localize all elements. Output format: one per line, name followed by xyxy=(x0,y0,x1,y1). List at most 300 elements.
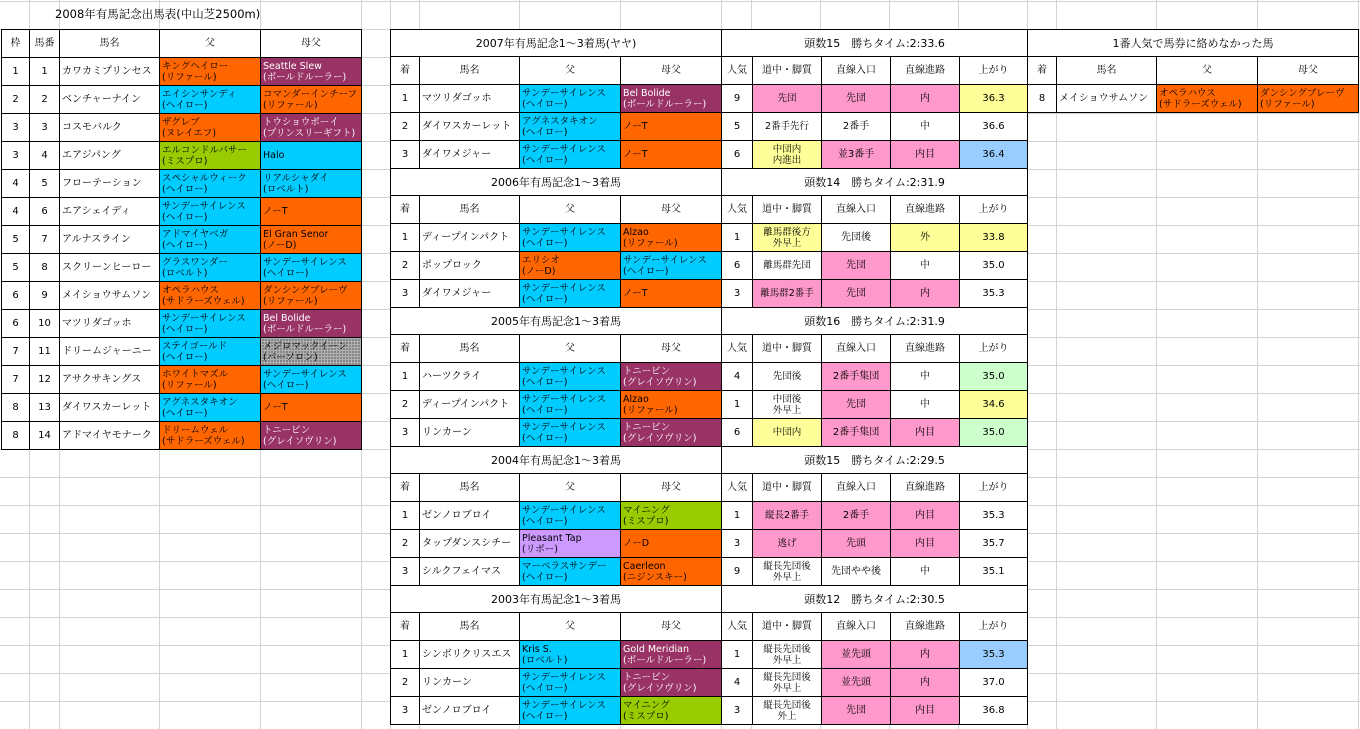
cell-pos[interactable]: 2 xyxy=(391,113,420,141)
results-row xyxy=(391,141,1028,169)
header-pop[interactable]: 人気 xyxy=(722,613,753,641)
cell-waku[interactable]: 8 xyxy=(2,394,30,422)
cell-running-style[interactable] xyxy=(753,391,822,419)
cell-sire[interactable] xyxy=(520,697,621,725)
cell-dam-sire[interactable] xyxy=(261,338,362,366)
cell-waku[interactable]: 6 xyxy=(2,310,30,338)
cell-line: (ヘイロー) xyxy=(162,323,208,335)
header-waku[interactable]: 枠 xyxy=(2,30,30,58)
cell-horse-name[interactable]: スクリーンヒーロー xyxy=(60,254,160,282)
cell-sire[interactable] xyxy=(160,282,261,310)
header-name[interactable]: 馬名 xyxy=(60,30,160,58)
header-pos[interactable]: 着 xyxy=(391,196,420,224)
cell-num[interactable]: 2 xyxy=(30,86,60,114)
cell-waku[interactable]: 6 xyxy=(2,282,30,310)
cell-waku[interactable]: 5 xyxy=(2,254,30,282)
cell-last-3f[interactable]: 35.0 xyxy=(960,363,1028,391)
cell-line: Alzao xyxy=(623,226,649,238)
header-style[interactable]: 道中・脚質 xyxy=(753,474,822,502)
cell-line: (リファール) xyxy=(263,295,318,307)
cell-straight-course[interactable]: 内 xyxy=(891,280,960,308)
cell-straight-entry[interactable]: 先団 xyxy=(822,391,891,419)
cell-dam-sire[interactable] xyxy=(261,58,362,86)
cell-dam-sire[interactable] xyxy=(1258,85,1359,113)
cell-num[interactable]: 10 xyxy=(30,310,60,338)
header-dam-sire[interactable]: 母父 xyxy=(621,335,722,363)
header-pop[interactable]: 人気 xyxy=(722,196,753,224)
header-name[interactable]: 馬名 xyxy=(420,335,520,363)
cell-straight-course[interactable]: 内 xyxy=(891,641,960,669)
cell-sire[interactable] xyxy=(520,669,621,697)
cell-horse-name[interactable]: コスモバルク xyxy=(60,114,160,142)
cell-sire[interactable] xyxy=(520,530,621,558)
cell-waku[interactable]: 1 xyxy=(2,58,30,86)
cell-running-style[interactable] xyxy=(753,113,822,141)
header-name[interactable]: 馬名 xyxy=(420,613,520,641)
header-dam-sire[interactable]: 母父 xyxy=(621,196,722,224)
header-course[interactable]: 直線進路 xyxy=(891,474,960,502)
cell-line: サンデーサイレンス xyxy=(522,421,606,433)
cell-popularity[interactable]: 4 xyxy=(722,669,753,697)
cell-horse-name[interactable]: エアジパング xyxy=(60,142,160,170)
cell-line: 外上 xyxy=(777,710,797,722)
header-course[interactable]: 直線進路 xyxy=(891,57,960,85)
cell-pos[interactable]: 3 xyxy=(391,280,420,308)
cell-line: (グレイソヴリン) xyxy=(623,376,697,388)
cell-sire[interactable] xyxy=(160,422,261,450)
header-last[interactable]: 上がり xyxy=(960,613,1028,641)
cell-dam-sire[interactable] xyxy=(261,226,362,254)
cell-horse-name[interactable]: マツリダゴッホ xyxy=(60,310,160,338)
cell-popularity[interactable]: 9 xyxy=(722,558,753,586)
cell-straight-course[interactable]: 内目 xyxy=(891,419,960,447)
cell-sire[interactable] xyxy=(160,142,261,170)
header-dam-sire[interactable]: 母父 xyxy=(1258,57,1359,85)
cell-line: (ヘイロー) xyxy=(522,376,568,388)
cell-dam-sire[interactable] xyxy=(621,224,722,252)
cell-line: (ロベルト) xyxy=(263,183,309,195)
header-sire[interactable]: 父 xyxy=(520,613,621,641)
cell-last-3f[interactable]: 35.3 xyxy=(960,280,1028,308)
cell-sire[interactable] xyxy=(520,641,621,669)
cell-dam-sire[interactable] xyxy=(261,170,362,198)
cell-popularity[interactable]: 6 xyxy=(722,252,753,280)
header-course[interactable]: 直線進路 xyxy=(891,196,960,224)
cell-horse-name[interactable]: ダイワメジャー xyxy=(420,141,520,169)
cell-horse-name[interactable]: フローテーション xyxy=(60,170,160,198)
cell-dam-sire[interactable] xyxy=(621,530,722,558)
header-dam-sire[interactable]: 母父 xyxy=(261,30,362,58)
cell-sire[interactable] xyxy=(160,254,261,282)
header-entry[interactable]: 直線入口 xyxy=(822,196,891,224)
cell-straight-course[interactable]: 中 xyxy=(891,113,960,141)
cell-line: サンデーサイレンス xyxy=(263,256,347,268)
cell-dam-sire[interactable] xyxy=(261,198,362,226)
cell-horse-name[interactable]: ダイワメジャー xyxy=(420,280,520,308)
cell-sire[interactable] xyxy=(520,141,621,169)
cell-popularity[interactable]: 6 xyxy=(722,419,753,447)
cell-straight-course[interactable]: 中 xyxy=(891,363,960,391)
cell-dam-sire[interactable] xyxy=(621,141,722,169)
header-name[interactable]: 馬名 xyxy=(420,196,520,224)
cell-num[interactable]: 8 xyxy=(30,254,60,282)
header-dam-sire[interactable]: 母父 xyxy=(621,474,722,502)
cell-line: ザグレブ xyxy=(162,116,200,128)
cell-popularity[interactable]: 9 xyxy=(722,85,753,113)
cell-horse-name[interactable]: リンカーン xyxy=(420,669,520,697)
cell-pos[interactable]: 2 xyxy=(391,391,420,419)
header-style[interactable]: 道中・脚質 xyxy=(753,613,822,641)
cell-pos[interactable]: 1 xyxy=(391,502,420,530)
cell-horse-name[interactable]: ダイワスカーレット xyxy=(420,113,520,141)
header-pos[interactable]: 着 xyxy=(391,57,420,85)
cell-dam-sire[interactable] xyxy=(621,669,722,697)
cell-running-style[interactable] xyxy=(753,697,822,725)
cell-straight-entry[interactable]: 2番手集団 xyxy=(822,419,891,447)
cell-dam-sire[interactable] xyxy=(261,282,362,310)
cell-popularity[interactable]: 1 xyxy=(722,502,753,530)
cell-dam-sire[interactable] xyxy=(621,391,722,419)
cell-num[interactable]: 7 xyxy=(30,226,60,254)
cell-straight-course[interactable]: 内目 xyxy=(891,141,960,169)
cell-straight-entry[interactable]: 先団 xyxy=(822,697,891,725)
cell-horse-name[interactable]: アルナスライン xyxy=(60,226,160,254)
cell-popularity[interactable]: 3 xyxy=(722,280,753,308)
cell-straight-entry[interactable]: 並先頭 xyxy=(822,641,891,669)
cell-line: ホワイトマズル xyxy=(162,368,229,380)
cell-dam-sire[interactable] xyxy=(261,366,362,394)
cell-straight-course[interactable]: 内 xyxy=(891,669,960,697)
cell-sire[interactable] xyxy=(520,113,621,141)
header-style[interactable]: 道中・脚質 xyxy=(753,335,822,363)
cell-horse-name[interactable]: アサクサキングス xyxy=(60,366,160,394)
cell-sire[interactable] xyxy=(520,252,621,280)
cell-horse-name[interactable]: ポップロック xyxy=(420,252,520,280)
cell-horse-name[interactable]: ゼンノロブロイ xyxy=(420,697,520,725)
cell-running-style[interactable] xyxy=(753,669,822,697)
cell-num[interactable]: 4 xyxy=(30,142,60,170)
cell-running-style[interactable] xyxy=(753,641,822,669)
cell-waku[interactable]: 8 xyxy=(2,422,30,450)
cell-pos[interactable]: 3 xyxy=(391,141,420,169)
cell-last-3f[interactable]: 35.7 xyxy=(960,530,1028,558)
cell-num[interactable]: 6 xyxy=(30,198,60,226)
cell-waku[interactable]: 2 xyxy=(2,86,30,114)
cell-straight-entry[interactable]: 先団 xyxy=(822,252,891,280)
cell-horse-name[interactable]: タップダンスシチー xyxy=(420,530,520,558)
header-pos[interactable]: 着 xyxy=(1028,57,1057,85)
cell-dam-sire[interactable] xyxy=(261,86,362,114)
cell-waku[interactable]: 5 xyxy=(2,226,30,254)
cell-sire[interactable] xyxy=(160,86,261,114)
cell-dam-sire[interactable] xyxy=(261,422,362,450)
header-entry[interactable]: 直線入口 xyxy=(822,57,891,85)
cell-sire[interactable] xyxy=(520,502,621,530)
entry-row xyxy=(2,422,362,450)
header-name[interactable]: 馬名 xyxy=(1057,57,1157,85)
cell-horse-name[interactable]: ディープインパクト xyxy=(420,391,520,419)
header-entry[interactable]: 直線入口 xyxy=(822,474,891,502)
cell-horse-name[interactable]: メイショウサムソン xyxy=(1057,85,1157,113)
cell-sire[interactable] xyxy=(520,363,621,391)
header-entry[interactable]: 直線入口 xyxy=(822,613,891,641)
cell-sire[interactable] xyxy=(520,558,621,586)
cell-running-style[interactable] xyxy=(753,502,822,530)
cell-straight-entry[interactable]: 先団やや後 xyxy=(822,558,891,586)
cell-dam-sire[interactable] xyxy=(621,363,722,391)
cell-sire[interactable] xyxy=(160,338,261,366)
cell-straight-entry[interactable]: 先団 xyxy=(822,85,891,113)
header-pos[interactable]: 着 xyxy=(391,474,420,502)
section-summary[interactable]: 頭数15 勝ちタイム:2:29.5 xyxy=(722,447,1028,474)
header-style[interactable]: 道中・脚質 xyxy=(753,196,822,224)
cell-popularity[interactable]: 1 xyxy=(722,391,753,419)
cell-horse-name[interactable]: リンカーン xyxy=(420,419,520,447)
cell-pos[interactable]: 3 xyxy=(391,558,420,586)
cell-horse-name[interactable]: マツリダゴッホ xyxy=(420,85,520,113)
cell-num[interactable]: 13 xyxy=(30,394,60,422)
section-title[interactable]: 2005年有馬記念1～3着馬 xyxy=(391,308,722,335)
cell-sire[interactable] xyxy=(160,114,261,142)
header-sire[interactable]: 父 xyxy=(520,335,621,363)
cell-sire[interactable] xyxy=(160,366,261,394)
cell-line: グラスワンダー xyxy=(162,256,228,268)
cell-horse-name[interactable]: ディープインパクト xyxy=(420,224,520,252)
cell-straight-entry[interactable]: 2番手集団 xyxy=(822,363,891,391)
cell-popularity[interactable]: 1 xyxy=(722,641,753,669)
cell-horse-name[interactable]: ダイワスカーレット xyxy=(60,394,160,422)
header-name[interactable]: 馬名 xyxy=(420,474,520,502)
cell-dam-sire[interactable] xyxy=(621,113,722,141)
cell-popularity[interactable]: 4 xyxy=(722,363,753,391)
cell-sire[interactable] xyxy=(160,58,261,86)
cell-horse-name[interactable]: ドリームジャーニー xyxy=(60,338,160,366)
cell-last-3f[interactable]: 35.1 xyxy=(960,558,1028,586)
cell-line: 逃げ xyxy=(777,538,797,549)
cell-num[interactable]: 14 xyxy=(30,422,60,450)
cell-dam-sire[interactable] xyxy=(621,419,722,447)
cell-straight-entry[interactable]: 先団後 xyxy=(822,224,891,252)
section-summary[interactable]: 頭数12 勝ちタイム:2:30.5 xyxy=(722,586,1028,613)
cell-running-style[interactable] xyxy=(753,558,822,586)
cell-dam-sire[interactable] xyxy=(261,142,362,170)
header-sire[interactable]: 父 xyxy=(160,30,261,58)
cell-straight-course[interactable]: 外 xyxy=(891,224,960,252)
cell-sire[interactable] xyxy=(160,394,261,422)
cell-last-3f[interactable]: 35.0 xyxy=(960,252,1028,280)
cell-dam-sire[interactable] xyxy=(621,280,722,308)
cell-straight-entry[interactable]: 2番手 xyxy=(822,113,891,141)
cell-last-3f[interactable]: 37.0 xyxy=(960,669,1028,697)
header-sire[interactable]: 父 xyxy=(520,57,621,85)
cell-horse-name[interactable]: シルクフェイマス xyxy=(420,558,520,586)
cell-waku[interactable]: 4 xyxy=(2,170,30,198)
header-pos[interactable]: 着 xyxy=(391,335,420,363)
header-last[interactable]: 上がり xyxy=(960,57,1028,85)
cell-sire[interactable] xyxy=(520,419,621,447)
header-sire[interactable]: 父 xyxy=(1157,57,1258,85)
cell-sire[interactable] xyxy=(1157,85,1258,113)
header-pos[interactable]: 着 xyxy=(391,613,420,641)
cell-running-style[interactable] xyxy=(753,224,822,252)
cell-running-style[interactable] xyxy=(753,85,822,113)
cell-waku[interactable]: 7 xyxy=(2,366,30,394)
cell-pos[interactable]: 3 xyxy=(391,697,420,725)
header-dam-sire[interactable]: 母父 xyxy=(621,57,722,85)
cell-dam-sire[interactable] xyxy=(621,85,722,113)
cell-horse-name[interactable]: メイショウサムソン xyxy=(60,282,160,310)
cell-last-3f[interactable]: 35.3 xyxy=(960,502,1028,530)
cell-line: 先団後 xyxy=(772,371,802,382)
cell-waku[interactable]: 7 xyxy=(2,338,30,366)
cell-running-style[interactable] xyxy=(753,252,822,280)
cell-horse-name[interactable]: シンボリクリスエス xyxy=(420,641,520,669)
cell-straight-entry[interactable]: 並3番手 xyxy=(822,141,891,169)
cell-dam-sire[interactable] xyxy=(621,558,722,586)
cell-straight-entry[interactable]: 並先頭 xyxy=(822,669,891,697)
cell-line: (リファール) xyxy=(263,99,318,111)
cell-num[interactable]: 1 xyxy=(30,58,60,86)
cell-horse-name[interactable]: ゼンノロブロイ xyxy=(420,502,520,530)
cell-pos[interactable]: 2 xyxy=(391,669,420,697)
section-title[interactable]: 2007年有馬記念1～3着馬(ヤヤ) xyxy=(391,30,722,57)
cell-straight-course[interactable]: 内目 xyxy=(891,697,960,725)
cell-pos[interactable]: 1 xyxy=(391,641,420,669)
cell-line: サンデーサイレンス xyxy=(623,254,707,266)
cell-straight-course[interactable]: 内 xyxy=(891,85,960,113)
cell-straight-entry[interactable]: 先団 xyxy=(822,280,891,308)
header-last[interactable]: 上がり xyxy=(960,196,1028,224)
cell-running-style[interactable] xyxy=(753,419,822,447)
cell-horse-name[interactable]: ハーツクライ xyxy=(420,363,520,391)
cell-num[interactable]: 5 xyxy=(30,170,60,198)
cell-last-3f[interactable]: 36.6 xyxy=(960,113,1028,141)
cell-popularity[interactable]: 5 xyxy=(722,113,753,141)
cell-waku[interactable]: 3 xyxy=(2,114,30,142)
header-last[interactable]: 上がり xyxy=(960,335,1028,363)
cell-sire[interactable] xyxy=(520,224,621,252)
cell-num[interactable]: 9 xyxy=(30,282,60,310)
cell-waku[interactable]: 3 xyxy=(2,142,30,170)
cell-dam-sire[interactable] xyxy=(261,254,362,282)
header-pop[interactable]: 人気 xyxy=(722,335,753,363)
cell-running-style[interactable] xyxy=(753,141,822,169)
cell-dam-sire[interactable] xyxy=(261,394,362,422)
favorite-title[interactable]: 1番人気で馬券に絡めなかった馬 xyxy=(1028,30,1359,57)
header-style[interactable]: 道中・脚質 xyxy=(753,57,822,85)
section-title[interactable]: 2006年有馬記念1～3着馬 xyxy=(391,169,722,196)
cell-dam-sire[interactable] xyxy=(261,114,362,142)
results-header-row xyxy=(391,474,1028,502)
section-title[interactable]: 2003年有馬記念1～3着馬 xyxy=(391,586,722,613)
cell-dam-sire[interactable] xyxy=(621,697,722,725)
cell-popularity[interactable]: 6 xyxy=(722,141,753,169)
header-sire[interactable]: 父 xyxy=(520,196,621,224)
header-sire[interactable]: 父 xyxy=(520,474,621,502)
header-last[interactable]: 上がり xyxy=(960,474,1028,502)
cell-horse-name[interactable]: エアシェイディ xyxy=(60,198,160,226)
cell-sire[interactable] xyxy=(520,280,621,308)
cell-last-3f[interactable]: 35.3 xyxy=(960,641,1028,669)
cell-sire[interactable] xyxy=(160,170,261,198)
cell-dam-sire[interactable] xyxy=(621,641,722,669)
cell-num[interactable]: 3 xyxy=(30,114,60,142)
cell-popularity[interactable]: 1 xyxy=(722,224,753,252)
cell-dam-sire[interactable] xyxy=(621,502,722,530)
cell-horse-name[interactable]: ベンチャーナイン xyxy=(60,86,160,114)
header-dam-sire[interactable]: 母父 xyxy=(621,613,722,641)
cell-last-3f[interactable]: 36.3 xyxy=(960,85,1028,113)
cell-straight-course[interactable]: 中 xyxy=(891,252,960,280)
cell-line: トニービン xyxy=(263,424,311,436)
cell-pos[interactable]: 2 xyxy=(391,252,420,280)
cell-waku[interactable]: 4 xyxy=(2,198,30,226)
cell-pos[interactable]: 1 xyxy=(391,363,420,391)
header-num[interactable]: 馬番 xyxy=(30,30,60,58)
cell-line: Gold Meridian xyxy=(623,643,689,655)
cell-straight-entry[interactable]: 先頭 xyxy=(822,530,891,558)
cell-sire[interactable] xyxy=(520,391,621,419)
header-pop[interactable]: 人気 xyxy=(722,57,753,85)
results-header-row xyxy=(391,613,1028,641)
cell-last-3f[interactable]: 36.8 xyxy=(960,697,1028,725)
cell-straight-course[interactable]: 中 xyxy=(891,558,960,586)
cell-pos[interactable]: 2 xyxy=(391,530,420,558)
cell-line: (ヘイロー) xyxy=(522,404,568,416)
entry-row xyxy=(2,338,362,366)
cell-straight-course[interactable]: 内目 xyxy=(891,502,960,530)
cell-straight-course[interactable]: 中 xyxy=(891,391,960,419)
header-course[interactable]: 直線進路 xyxy=(891,613,960,641)
cell-horse-name[interactable]: カワカミプリンセス xyxy=(60,58,160,86)
header-course[interactable]: 直線進路 xyxy=(891,335,960,363)
section-summary[interactable]: 頭数16 勝ちタイム:2:31.9 xyxy=(722,308,1028,335)
cell-sire[interactable] xyxy=(160,226,261,254)
header-entry[interactable]: 直線入口 xyxy=(822,335,891,363)
cell-line: 外早上 xyxy=(772,404,802,416)
cell-horse-name[interactable]: アドマイヤモナーク xyxy=(60,422,160,450)
cell-running-style[interactable] xyxy=(753,363,822,391)
section-title[interactable]: 2004年有馬記念1～3着馬 xyxy=(391,447,722,474)
cell-num[interactable]: 12 xyxy=(30,366,60,394)
cell-sire[interactable] xyxy=(520,85,621,113)
cell-line: (ヘイロー) xyxy=(162,99,208,111)
header-pop[interactable]: 人気 xyxy=(722,474,753,502)
cell-sire[interactable] xyxy=(160,310,261,338)
cell-dam-sire[interactable] xyxy=(261,310,362,338)
cell-last-3f[interactable]: 33.8 xyxy=(960,224,1028,252)
cell-sire[interactable] xyxy=(160,198,261,226)
cell-pos[interactable]: 8 xyxy=(1028,85,1057,113)
cell-last-3f[interactable]: 35.0 xyxy=(960,419,1028,447)
cell-straight-course[interactable]: 内目 xyxy=(891,530,960,558)
cell-dam-sire[interactable] xyxy=(621,252,722,280)
cell-last-3f[interactable]: 36.4 xyxy=(960,141,1028,169)
section-summary[interactable]: 頭数14 勝ちタイム:2:31.9 xyxy=(722,169,1028,196)
cell-running-style[interactable] xyxy=(753,280,822,308)
cell-pos[interactable]: 1 xyxy=(391,85,420,113)
cell-straight-entry[interactable]: 2番手 xyxy=(822,502,891,530)
cell-running-style[interactable] xyxy=(753,530,822,558)
section-summary[interactable]: 頭数15 勝ちタイム:2:33.6 xyxy=(722,30,1028,57)
cell-pos[interactable]: 1 xyxy=(391,224,420,252)
cell-num[interactable]: 11 xyxy=(30,338,60,366)
cell-popularity[interactable]: 3 xyxy=(722,530,753,558)
cell-popularity[interactable]: 3 xyxy=(722,697,753,725)
cell-pos[interactable]: 3 xyxy=(391,419,420,447)
cell-last-3f[interactable]: 34.6 xyxy=(960,391,1028,419)
header-name[interactable]: 馬名 xyxy=(420,57,520,85)
